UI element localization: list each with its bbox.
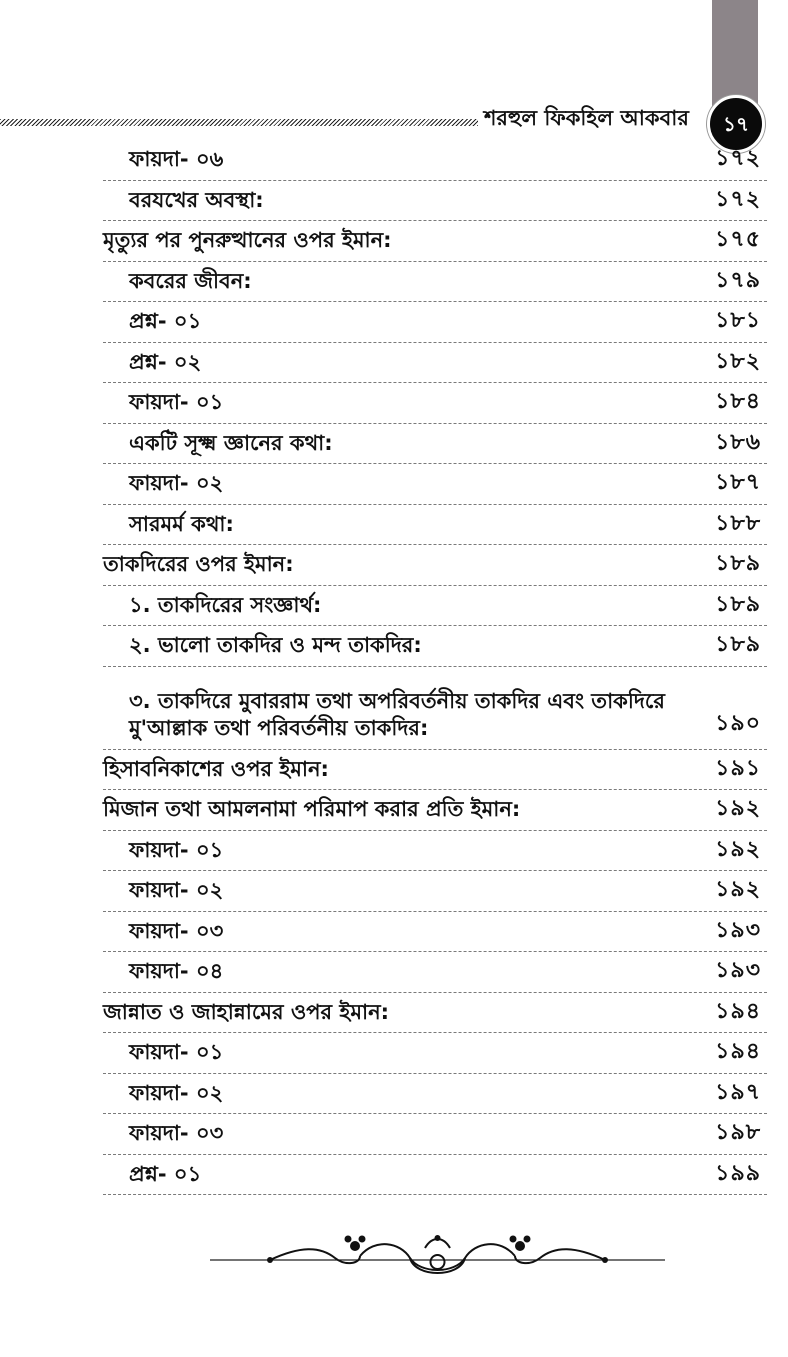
toc-entry: [103, 1074, 767, 1115]
toc-entry: [103, 545, 767, 586]
header-rule: [0, 119, 478, 126]
toc-entry: [103, 181, 767, 222]
toc-entry-title: ফায়দা- ০২: [129, 1080, 224, 1105]
toc-entry: [103, 667, 767, 750]
toc-entry-title: প্রশ্ন- ০১: [129, 309, 202, 334]
toc-entry-title: ১. তাকদিরের সংজ্ঞার্থ:: [129, 592, 322, 617]
toc-entry-title: ফায়দা- ০৬: [129, 147, 224, 172]
footer-ornament-icon: [210, 1228, 665, 1288]
toc-entry: [103, 140, 767, 181]
toc-entry: [103, 1155, 767, 1196]
toc-entry-page: ১৮৯: [715, 591, 761, 617]
toc-entry: [103, 505, 767, 546]
toc-entry-title: ফায়দা- ০৪: [129, 959, 224, 984]
toc-entry-title: ফায়দা- ০২: [129, 471, 224, 496]
toc-entry: [103, 343, 767, 384]
toc-entry-title: ফায়দা- ০১: [129, 837, 224, 862]
toc-entry-title: কবরের জীবন:: [129, 268, 252, 293]
toc-entry-title: ফায়দা- ০১: [129, 390, 224, 415]
toc-entry-page: ১৯৩: [715, 958, 761, 984]
toc-entry-page: ১৯২: [715, 877, 761, 903]
toc-entry: [103, 262, 767, 303]
toc-entry-title: বরযখের অবস্থা:: [129, 187, 264, 212]
toc-entry-page: ১৯২: [715, 796, 761, 822]
toc-entry-page: ১৮৭: [715, 470, 761, 496]
toc-entry-title: হিসাবনিকাশের ওপর ইমান:: [103, 756, 329, 781]
running-header-title: শরহুল ফিকহিল আকবার: [484, 106, 689, 130]
toc-entry: [103, 912, 767, 953]
toc-entry: [103, 750, 767, 791]
toc-entry-page: ১৯৭: [715, 1079, 761, 1105]
toc-entry-page: ১৯৪: [715, 1039, 761, 1065]
toc-entry-title: একটি সূক্ষ্ম জ্ঞানের কথা:: [129, 430, 333, 455]
table-of-contents: [103, 140, 767, 1195]
toc-entry-page: ১৯৩: [715, 917, 761, 943]
toc-entry-title: ফায়দা- ০১: [129, 1040, 224, 1065]
toc-entry-page: ১৮৬: [715, 429, 761, 455]
toc-entry-page: ১৯৯: [715, 1160, 761, 1186]
toc-entry: [103, 1114, 767, 1155]
toc-entry-page: ১৮১: [715, 308, 761, 334]
toc-entry-title: সারমর্ম কথা:: [129, 511, 234, 536]
toc-entry: [103, 952, 767, 993]
toc-entry: [103, 221, 767, 262]
toc-entry-title: ফায়দা- ০৩: [129, 1121, 224, 1146]
toc-entry-page: ১৭৫: [715, 227, 761, 253]
toc-entry-title: প্রশ্ন- ০১: [129, 1161, 202, 1186]
toc-entry: [103, 626, 767, 667]
toc-entry-title: ৩. তাকদিরে মুবাররাম তথা অপরিবর্তনীয় তাকদির এবং তাকদিরে মু'আল্লাক তথা পরিবর্তনীয় তাকদির:: [129, 688, 665, 741]
toc-entry-page: ১৯১: [715, 755, 761, 781]
toc-entry: [103, 586, 767, 627]
toc-entry-page: ১৮৯: [715, 632, 761, 658]
toc-entry-page: ১৭২: [715, 146, 761, 172]
toc-entry-page: ১৯২: [715, 836, 761, 862]
toc-entry-title: মিজান তথা আমলনামা পরিমাপ করার প্রতি ইমান:: [103, 797, 521, 822]
toc-entry: [103, 424, 767, 465]
toc-entry-page: ১৮৪: [715, 389, 761, 415]
toc-entry-title: ফায়দা- ০২: [129, 878, 224, 903]
toc-entry-page: ১৮২: [715, 348, 761, 374]
toc-entry-title: ২. ভালো তাকদির ও মন্দ তাকদির:: [129, 633, 422, 658]
toc-entry-page: ১৯০: [715, 710, 761, 736]
toc-entry-page: ১৮৮: [715, 510, 761, 536]
toc-entry: [103, 1033, 767, 1074]
toc-entry-title: ফায়দা- ০৩: [129, 918, 224, 943]
toc-entry: [103, 302, 767, 343]
toc-entry-page: ১৮৯: [715, 551, 761, 577]
toc-entry: [103, 464, 767, 505]
toc-entry-title: মৃত্যুর পর পুনরুত্থানের ওপর ইমান:: [103, 228, 392, 253]
toc-entry-page: ১৭২: [715, 186, 761, 212]
toc-entry: [103, 831, 767, 872]
toc-entry-title: জান্নাত ও জাহান্নামের ওপর ইমান:: [103, 999, 390, 1024]
toc-entry: [103, 993, 767, 1034]
toc-entry-page: ১৭৯: [715, 267, 761, 293]
toc-entry: [103, 383, 767, 424]
toc-entry-page: ১৯৪: [715, 998, 761, 1024]
toc-entry-title: তাকদিরের ওপর ইমান:: [103, 552, 294, 577]
toc-entry-page: ১৯৮: [715, 1120, 761, 1146]
page-number-badge: ১৭: [707, 95, 765, 153]
toc-entry: [103, 790, 767, 831]
toc-entry: [103, 871, 767, 912]
toc-entry-title: প্রশ্ন- ০২: [129, 349, 202, 374]
